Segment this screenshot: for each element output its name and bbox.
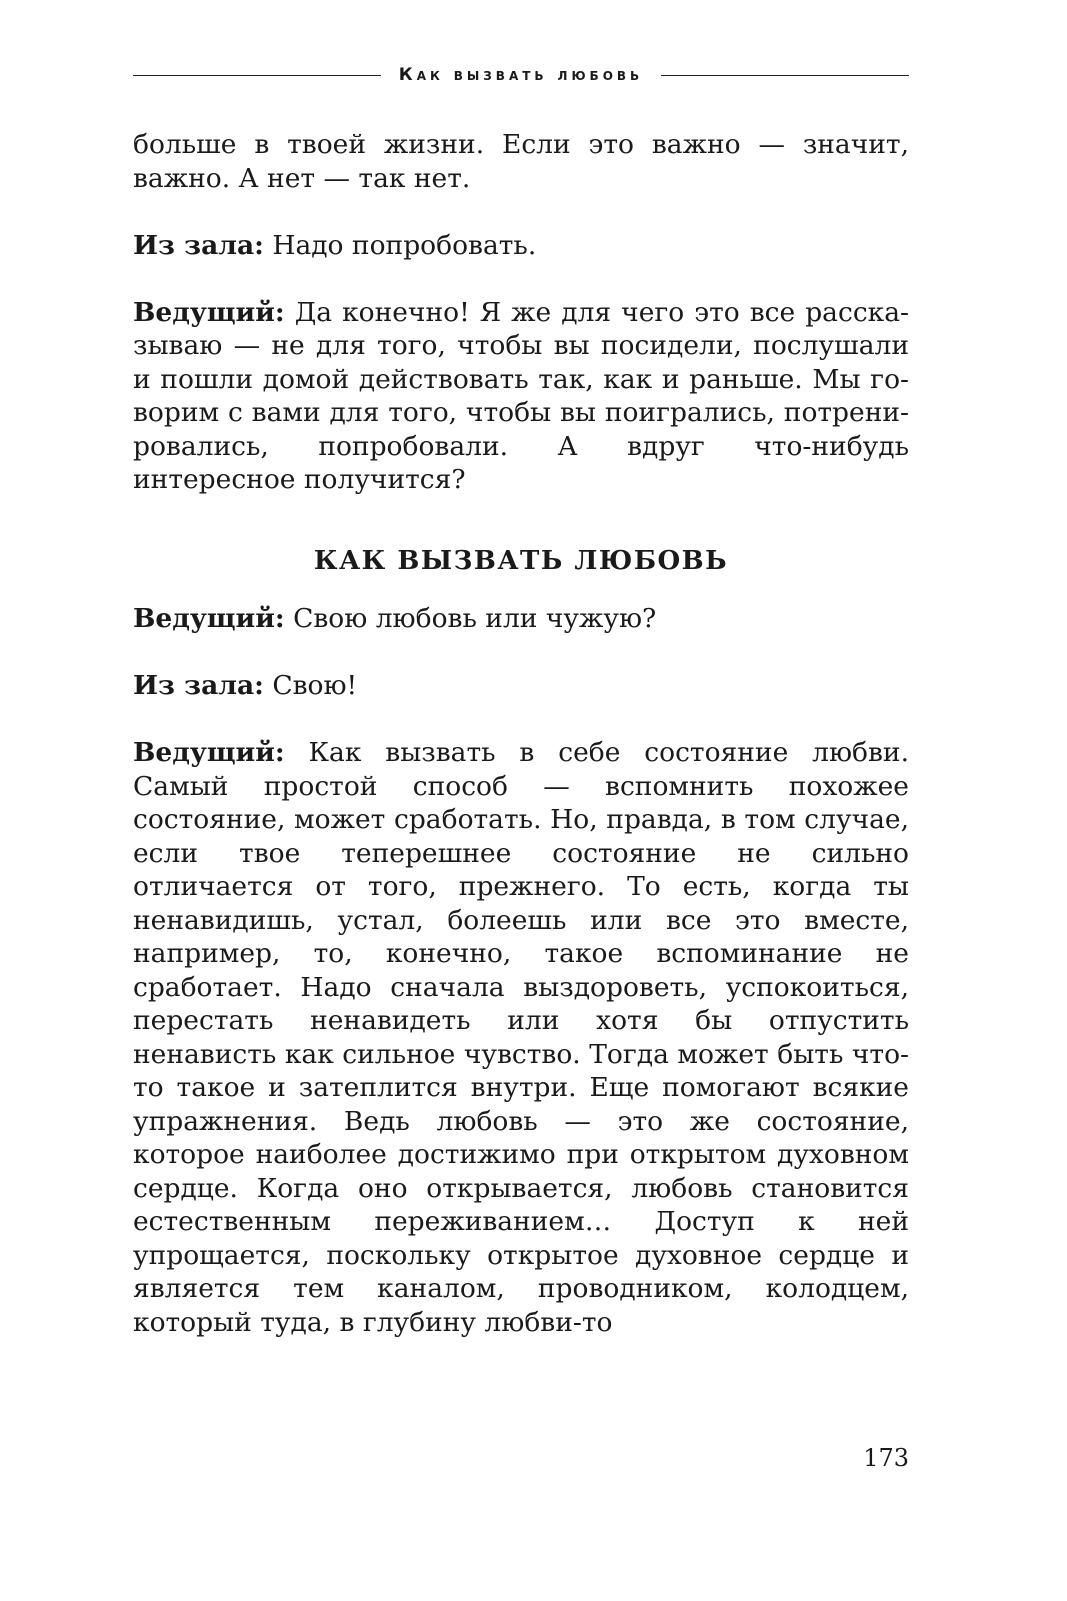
paragraph-1-text: больше в твоей жизни. Если это важно — значит, важно. А нет — так нет.	[133, 129, 909, 194]
paragraph-5-text: Свою!	[263, 670, 358, 701]
paragraph-3	[133, 296, 909, 497]
paragraph-2-text: Надо попробовать.	[263, 229, 537, 261]
speaker-label: Ведущий:	[133, 296, 285, 328]
speaker-label: Ведущий:	[133, 603, 285, 634]
paragraph-5	[133, 669, 909, 703]
paragraph-1	[133, 128, 909, 195]
page-number: 173	[863, 1444, 909, 1472]
section-title: КАК ВЫЗВАТЬ ЛЮБОВЬ	[313, 545, 729, 576]
paragraph-2	[133, 229, 909, 263]
speaker-label: Ведущий:	[133, 737, 285, 768]
running-head-rule-left	[133, 75, 381, 76]
running-head	[133, 62, 909, 88]
paragraph-4-text: Свою любовь или чужую?	[284, 603, 657, 634]
paragraph-6	[133, 736, 909, 1339]
speaker-label: Из зала:	[133, 229, 264, 261]
page-body	[133, 128, 909, 1373]
paragraph-3-text: Да конечно! Я же для чего это все рассказываю — не для того, чтобы вы посидели, послушали и пошли домой действовать так, как и раньше. Мы говорим с вами для того, чтобы вы поигрались, потренировались, попробовали. А вдруг что-нибудь интересное получится?	[133, 296, 909, 495]
running-head-title: Как вызвать любовь	[398, 65, 644, 85]
paragraph-4	[133, 602, 909, 636]
paragraph-6-text: Как вызвать в себе состояние любви. Самый простой способ — вспомнить похожее состояние, может сработать. Но, правда, в том случае, если твое теперешнее состояние не сильно отличается от того, прежнего. То есть, когда ты ненавидишь, устал, болеешь или все это вместе, например, то, конечно, такое вспоминание не сработает. Надо сначала выздороветь, успокоиться, перестать ненавидеть или хотя бы отпустить ненависть как сильное чувство. Тогда может быть что-то такое и затеплится внутри. Еще помогают всякие упражнения. Ведь любовь — это же состояние, которое наиболее достижимо при открытом духовном сердце. Когда оно открывается, любовь становится естественным переживанием… Доступ к ней упрощается, поскольку открытое духовное сердце и является тем каналом, проводником, колодцем, который туда, в глубину любви-то	[133, 737, 909, 1338]
speaker-label: Из зала:	[133, 670, 264, 701]
running-head-rule-right	[661, 75, 909, 76]
